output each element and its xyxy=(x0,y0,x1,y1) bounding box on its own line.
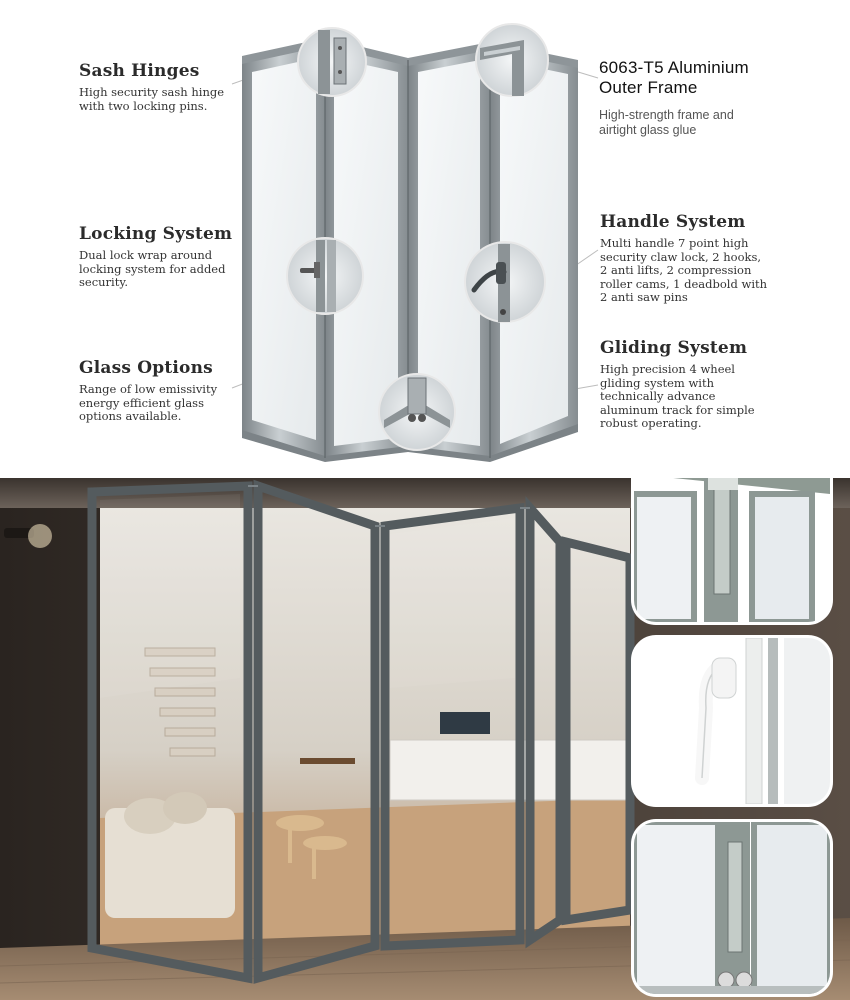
desc-line: High precision 4 wheel xyxy=(600,362,735,376)
desc-line: with two locking pins. xyxy=(79,98,208,113)
hinge-detail-icon xyxy=(298,28,366,96)
product-diagram xyxy=(0,0,850,478)
feature-title: Handle System xyxy=(600,212,746,232)
feature-glass-options xyxy=(79,358,239,424)
feature-description xyxy=(600,237,810,305)
hinge-closeup-icon xyxy=(634,478,830,622)
feature-title: Locking System xyxy=(79,224,233,244)
dining-table xyxy=(300,758,355,764)
desc-line: Range of low emissivity xyxy=(79,382,218,396)
feature-locking-system xyxy=(79,224,249,290)
desc-line: High security sash hinge xyxy=(79,85,225,99)
desc-line: roller cams, 1 deadbold with xyxy=(600,276,768,291)
desc-line: options available. xyxy=(79,409,182,423)
feature-title: Sash Hinges xyxy=(79,61,200,81)
feature-sash-hinges xyxy=(79,61,244,113)
feature-title: Glass Options xyxy=(79,358,213,378)
desc-line: airtight glass glue xyxy=(599,123,697,137)
lock-detail-icon xyxy=(287,238,363,314)
desc-line: energy efficient glass xyxy=(79,395,204,410)
desc-line: aluminum track for simple xyxy=(600,402,755,417)
desc-line: locking system for added xyxy=(79,261,226,276)
feature-description xyxy=(79,249,249,290)
desc-line: Dual lock wrap around xyxy=(79,248,213,262)
detail-card-roller xyxy=(634,822,830,994)
desc-line: 2 anti lifts, 2 compression xyxy=(600,263,752,277)
handle-detail-icon xyxy=(465,242,545,322)
frame-corner-detail-icon xyxy=(476,24,548,96)
kitchen-counter xyxy=(390,740,630,800)
detail-card-handle xyxy=(634,638,830,804)
feature-gliding-system xyxy=(600,338,810,431)
sofa xyxy=(105,792,235,918)
title-line: 6063-T5 Aluminium xyxy=(599,58,749,77)
roller-detail-icon xyxy=(379,374,455,450)
feature-description xyxy=(600,363,810,431)
feature-handle-system xyxy=(600,212,810,305)
feature-description xyxy=(599,108,799,138)
desc-line: Multi handle 7 point high xyxy=(600,236,749,250)
feature-title xyxy=(599,58,799,98)
roller-closeup-icon xyxy=(634,822,830,994)
feature-outer-frame xyxy=(599,58,799,138)
title-line: Outer Frame xyxy=(599,78,698,97)
feature-title: Gliding System xyxy=(600,338,748,358)
feature-description xyxy=(79,86,244,113)
desc-line: technically advance xyxy=(600,389,716,403)
feature-description xyxy=(79,383,239,424)
detail-card-hinge xyxy=(634,478,830,622)
desc-line: robust operating. xyxy=(600,416,702,430)
handle-closeup-icon xyxy=(634,638,830,804)
desc-line: 2 anti saw pins xyxy=(600,290,688,304)
desc-line: security claw lock, 2 hooks, xyxy=(600,249,762,264)
desc-line: gliding system with xyxy=(600,375,715,390)
desc-line: security. xyxy=(79,275,128,289)
desc-line: High-strength frame and xyxy=(599,108,734,122)
installed-door-photo xyxy=(0,478,850,1000)
